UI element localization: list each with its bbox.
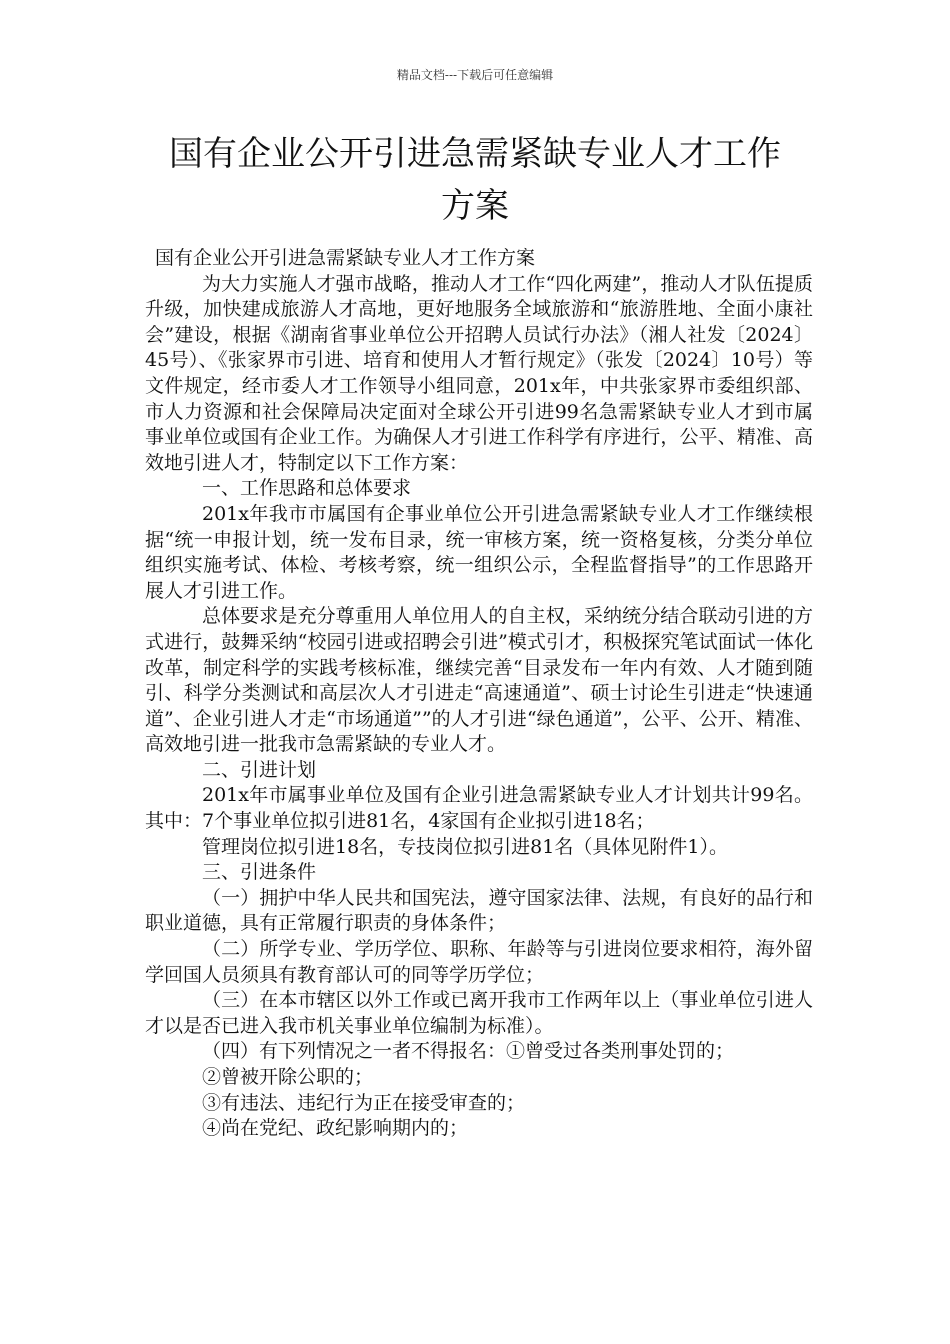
section-heading: 二、引进计划 [202, 758, 317, 781]
subtitle-paragraph: 国有企业公开引进急需紧缺专业人才工作方案 [155, 247, 536, 269]
body-paragraph: （二）所学专业、学历学位、职称、年龄等与引进岗位要求相符，海外留学回国人员须具有教育部认可的同等学历学位； [145, 938, 813, 986]
body-paragraph: 201x年市属事业单位及国有企业引进急需紧缺专业人才计划共计99名。其中：7个事业单位拟引进81名，4家国有企业拟引进18名； [145, 784, 813, 833]
body-paragraph: 总体要求是充分尊重用人单位用人的自主权，采纳统分结合联动引进的方式进行，鼓舞采纳“校园引进或招聘会引进”模式引才，积极探究笔试面试一体化改革，制定科学的实践考核标准，继续完善“目录发布一年内有效、人才随到随引、科学分类测试和高层次人才引进走“高速通道”、硕士讨论生引进走“快速通道”、企业引进人才走“市场通道””的人才引进“绿色通道”，公平、公开、精准、高效地引进一批我市急需紧缺的专业人才。 [145, 605, 813, 756]
document-title [140, 128, 810, 232]
list-item: ②曾被开除公职的； [202, 1066, 374, 1088]
section-heading: 三、引进条件 [202, 861, 317, 884]
list-item: ④尚在党纪、政纪影响期内的； [202, 1117, 469, 1140]
header-note: 精品文档---下载后可任意编辑 [396, 68, 554, 82]
section-heading: 一、工作思路和总体要求 [202, 477, 412, 500]
body-paragraph: （一）拥护中华人民共和国宪法，遵守国家法律、法规，有良好的品行和职业道德，具有正常履行职责的身体条件； [145, 886, 813, 935]
body-paragraph: 为大力实施人才强市战略，推动人才工作“四化两建”，推动人才队伍提质升级，加快建成旅游人才高地，更好地服务全域旅游和“旅游胜地、全面小康社会”建设，根据《湖南省事业单位公开招聘人员试行办法》（湘人社发〔2024〕45号）、《张家界市引进、培育和使用人才暂行规定》（张发〔2024〕10号）等文件规定，经市委人才工作领导小组同意，201x年，中共张家界市委组织部、市人力资源和社会保障局决定面对全球公开引进99名急需紧缺专业人才到市属事业单位或国有企业工作。为确保人才引进工作科学有序进行，公平、精准、高效地引进人才，特制定以下工作方案： [145, 272, 813, 474]
title-line-1: 国有企业公开引进急需紧缺专业人才工作 [169, 134, 781, 174]
body-paragraph: 管理岗位拟引进18名，专技岗位拟引进81名（具体见附件1）。 [202, 835, 728, 858]
title-line-2: 方案 [441, 186, 509, 226]
document-body [145, 246, 813, 1142]
body-paragraph: （三）在本市辖区以外工作或已离开我市工作两年以上（事业单位引进人才以是否已进入我市机关事业单位编制为标准）。 [145, 989, 813, 1037]
body-paragraph: 201x年我市市属国有企事业单位公开引进急需紧缺专业人才工作继续根据“统一申报计划，统一发布目录，统一审核方案，统一资格复核，分类分单位组织实施考试、体检、考核考察，统一组织公示，全程监督指导”的工作思路开展人才引进工作。 [145, 502, 813, 602]
list-item: ③有违法、违纪行为正在接受审查的； [202, 1091, 526, 1114]
body-paragraph: （四）有下列情况之一者不得报名：①曾受过各类刑事处罚的； [202, 1040, 735, 1063]
